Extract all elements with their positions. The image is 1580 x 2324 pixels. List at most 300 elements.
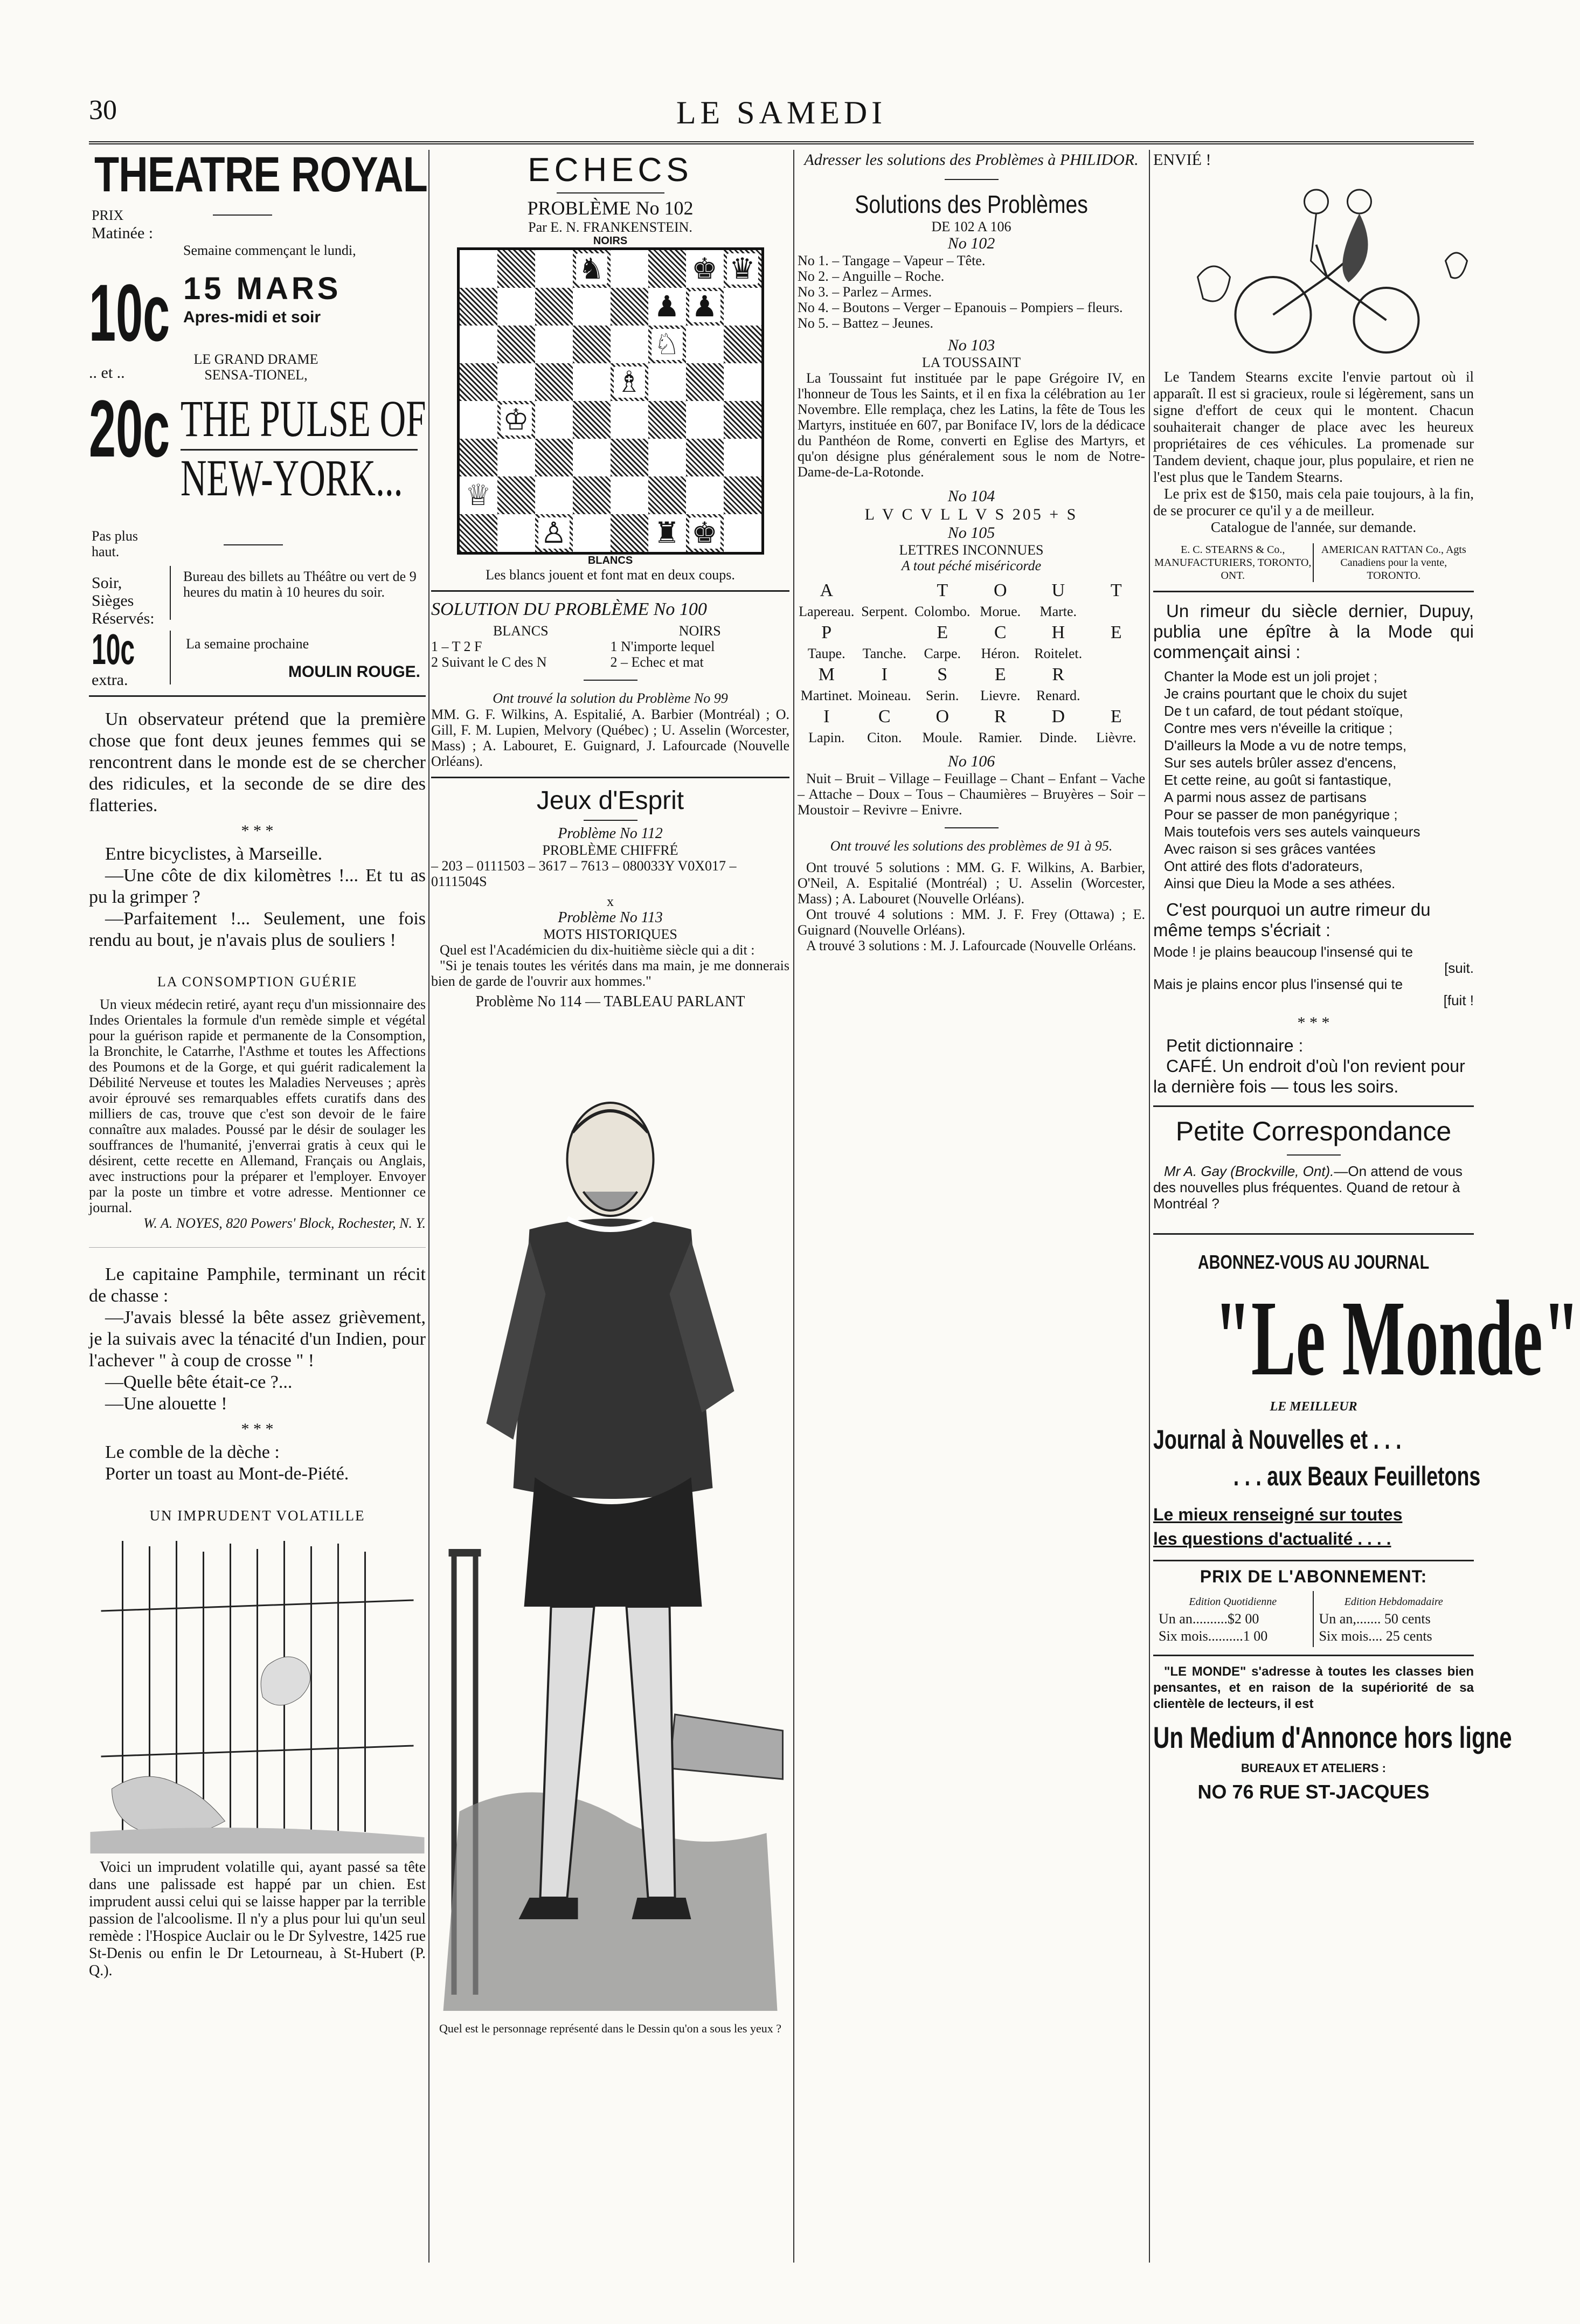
chess-square xyxy=(535,476,573,514)
stars-separator: * * * xyxy=(1297,1014,1330,1032)
abonnement-table xyxy=(1153,1591,1474,1647)
chess-piece-icon: ♗ xyxy=(614,366,645,398)
chess-square xyxy=(497,476,535,514)
problem-number: No 105 xyxy=(947,524,995,542)
solution-header-noirs: NOIRS xyxy=(678,623,721,639)
header-rule xyxy=(89,141,1474,144)
chess-piece-icon: ♕ xyxy=(463,480,494,511)
edition-label: Edition Hebdomadaire xyxy=(1344,1596,1443,1608)
lettres-cell: C xyxy=(878,707,891,727)
lettres-cell: Ramier. xyxy=(978,730,1023,745)
column-rule xyxy=(428,150,429,2263)
chess-piece-icon: ♟ xyxy=(689,291,720,322)
chess-square xyxy=(497,326,535,363)
lettres-cell: E xyxy=(994,665,1006,684)
price-10c: 10c xyxy=(89,267,170,358)
apres-text: Apres-midi et soir xyxy=(183,308,321,326)
solution-title: SOLUTION DU PROBLÈME No 100 xyxy=(431,599,707,619)
chess-square xyxy=(611,439,648,476)
mots-quote: "Si je tenais toutes les vérités dans ma main, je me donnerais bien de garde de l'ouvrir aux hommes." xyxy=(431,958,789,989)
lettres-cell: R xyxy=(994,707,1007,727)
chess-square xyxy=(724,250,761,288)
problem-title: Problème No 112 xyxy=(558,825,663,842)
lettres-cell: Serpent. xyxy=(861,604,908,619)
semaine-prochaine-text: La semaine prochaine xyxy=(186,636,309,652)
chess-square xyxy=(497,250,535,288)
tandem-text: Le Tandem Stearns excite l'envie partout où il apparaît. Il est si gracieux, roule si légèrement, sans un signe d'effort de ceux qui le montent. Chacun souhaiterait changer de place avec les heureux propriétaires de ces véhicules. La promenade sur Tandem devient, chaque jour, plus populaire, et rien ne l'est plus que le Tandem Stearns. xyxy=(1153,369,1474,485)
chess-square xyxy=(460,288,497,326)
lettres-cell: Morue. xyxy=(980,604,1021,619)
chess-square xyxy=(460,514,497,552)
lettres-cell: Taupe. xyxy=(807,646,846,661)
sieges-text: Sièges xyxy=(92,592,134,610)
solution-line: No 5. – Battez – Jeunes. xyxy=(798,315,934,331)
solutions-102-list xyxy=(798,253,1145,331)
divider xyxy=(1153,1655,1474,1656)
paragraph: —Une côte de dix kilomètres !... Et tu as pu la grimper ? xyxy=(89,866,426,907)
divider xyxy=(584,820,637,821)
paragraph: —Quelle bête était-ce ?... xyxy=(105,1372,293,1392)
problem-number: No 104 xyxy=(947,487,995,505)
hebdomadaire-col xyxy=(1314,1591,1474,1647)
paragraph: Le capitaine Pamphile, terminant un récit de chasse : xyxy=(89,1264,426,1306)
paragraph: —Une alouette ! xyxy=(105,1394,227,1414)
divider xyxy=(1153,1560,1474,1561)
lettres-cell xyxy=(856,579,914,603)
lettres-cell xyxy=(1087,663,1146,687)
lettres-cell: I xyxy=(823,707,830,727)
chess-square xyxy=(648,439,686,476)
portrait-caption: Quel est le personnage représenté dans le Dessin qu'on a sous les yeux ? xyxy=(439,2022,782,2035)
chess-square xyxy=(611,363,648,401)
chess-square xyxy=(535,363,573,401)
chess-square xyxy=(611,401,648,439)
chess-square xyxy=(535,439,573,476)
lettres-cell: O xyxy=(935,707,950,727)
section-title: LA CONSOMPTION GUÉRIE xyxy=(157,974,358,990)
problem-subtitle: MOTS HISTORIQUES xyxy=(543,926,677,942)
poem-line: De t un cafard, de tout pédant stoïque, xyxy=(1164,703,1403,719)
lettres-cell: R xyxy=(1052,665,1065,684)
lettres-row xyxy=(798,687,1145,705)
lettres-cell: Marte. xyxy=(1040,604,1077,619)
chess-square xyxy=(686,363,724,401)
lettres-cell: A xyxy=(820,580,834,600)
jeux-title: Jeux d'Esprit xyxy=(536,786,684,815)
section-title: LA TOUSSAINT xyxy=(921,355,1021,370)
lettres-row xyxy=(798,729,1145,747)
chess-square xyxy=(686,476,724,514)
mode-line-end: [fuit ! xyxy=(1443,992,1474,1008)
lettres-row xyxy=(798,621,1145,645)
chess-square xyxy=(573,476,611,514)
solutions-range: DE 102 A 106 xyxy=(931,219,1011,234)
semaine-text: Semaine commençant le lundi, xyxy=(183,243,356,258)
column-rule xyxy=(793,150,794,2263)
chess-square xyxy=(573,514,611,552)
prix-label: PRIX xyxy=(92,208,124,223)
lettres-cell: E xyxy=(937,622,948,642)
divider xyxy=(945,179,999,180)
date-text: 15 MARS xyxy=(183,271,342,306)
chess-square xyxy=(573,439,611,476)
chess-piece-icon: ♞ xyxy=(576,253,607,285)
column-rule xyxy=(1149,150,1150,2263)
lucullus-text: L V C V L L V S 205 + S xyxy=(864,506,1078,523)
divider xyxy=(1287,1154,1341,1156)
edition-label: Edition Quotidienne xyxy=(1189,1596,1277,1608)
chess-square xyxy=(573,250,611,288)
lettres-cell: Roitelet. xyxy=(1034,646,1083,661)
column-1 xyxy=(89,147,428,2264)
s106-text: Nuit – Bruit – Village – Feuillage – Chant – Enfant – Vache – Attache – Doux – Tous – Chaumières – Bruyères – Soir – Moustoir – Revivre – Enivre. xyxy=(798,771,1145,818)
divider xyxy=(170,566,171,620)
chess-square xyxy=(686,250,724,288)
lettres-cell xyxy=(1087,645,1146,663)
solution-move: 2 – Echec et mat xyxy=(610,654,704,670)
lettres-cell: Héron. xyxy=(981,646,1020,661)
chess-square xyxy=(686,514,724,552)
abonnez-title: ABONNEZ-VOUS AU JOURNAL xyxy=(1197,1251,1430,1273)
column-2 xyxy=(431,151,789,2264)
probleme-author: Par E. N. FRANKENSTEIN. xyxy=(528,219,692,235)
solution-line: No 4. – Boutons – Verger – Epanouis – Pompiers – fleurs. xyxy=(798,300,1123,315)
prix-abonnement-title: PRIX DE L'ABONNEMENT: xyxy=(1200,1567,1427,1586)
lettres-cell: Colombo. xyxy=(914,604,971,619)
chess-square xyxy=(573,401,611,439)
paragraph: Entre bicyclistes, à Marseille. xyxy=(105,844,323,864)
gay-message: —On attend de vous des nouvelles plus fréquentes. Quand de retour à Montréal ? xyxy=(1153,1163,1463,1212)
poem-line: Contre mes vers n'éveille la critique ; xyxy=(1164,720,1393,736)
price-20c: 20c xyxy=(89,383,170,474)
moulin-rouge-text: MOULIN ROUGE. xyxy=(288,663,420,681)
chess-square xyxy=(648,326,686,363)
lettres-cell: P xyxy=(821,622,832,642)
catalogue-text: Catalogue de l'année, sur demande. xyxy=(1210,519,1417,535)
poem-line: Je crains pourtant que le choix du sujet xyxy=(1164,686,1407,702)
poem-line: Avec raison si ses grâces vantées xyxy=(1164,841,1376,857)
lettres-cell: Citon. xyxy=(867,730,902,745)
divider xyxy=(584,680,637,681)
chess-square xyxy=(648,401,686,439)
lettres-row xyxy=(798,705,1145,729)
lettres-cell: Moineau. xyxy=(857,688,911,703)
volatile-illustration xyxy=(89,1530,426,1853)
lettres-cell xyxy=(1087,603,1146,621)
lettres-cell: O xyxy=(993,580,1007,600)
lettres-cell: Carpe. xyxy=(924,646,961,661)
solution-move: 1 – T 2 F xyxy=(431,639,482,654)
petite-correspondance-title: Petite Correspondance xyxy=(1175,1116,1452,1146)
lettres-cell xyxy=(1087,687,1146,705)
trouve-text: Ont trouvé 4 solutions : MM. J. F. Frey (Ottawa) ; E. Guignard (Nouvelle Orléans). xyxy=(798,907,1145,938)
lettres-cell: Tanche. xyxy=(862,646,906,661)
gay-name: Mr A. Gay (Brockville, Ont). xyxy=(1164,1163,1334,1179)
chess-square xyxy=(573,288,611,326)
lettres-row xyxy=(798,579,1145,603)
renseigne-text: Le mieux renseigné sur toutes xyxy=(1153,1505,1403,1524)
chess-square xyxy=(497,363,535,401)
chess-square xyxy=(535,326,573,363)
meilleur-text: LE MEILLEUR xyxy=(1270,1400,1357,1414)
chess-square xyxy=(535,514,573,552)
gay-text xyxy=(1153,1163,1474,1212)
chess-square xyxy=(724,514,761,552)
page-header xyxy=(89,94,1474,137)
chess-square xyxy=(460,401,497,439)
stars-separator: * * * xyxy=(241,822,274,840)
chess-square xyxy=(460,250,497,288)
lettres-cell: M xyxy=(818,665,835,684)
trouve-text: Ont trouvé 5 solutions : MM. G. F. Wilkins, A. Barbier, O'Neil, A. Espitalié (Montréal) ; U. Asselin (Worcester, Mass) ; A. Labouret (Nouvelle Orléans). xyxy=(798,860,1145,907)
poem-line: A parmi nous assez de partisans xyxy=(1164,789,1367,805)
lettres-cell: Serin. xyxy=(926,688,959,703)
chess-square xyxy=(535,401,573,439)
chess-piece-icon: ♘ xyxy=(652,329,683,360)
soir-text: Soir, xyxy=(92,574,122,592)
divider xyxy=(945,827,999,828)
soir-label xyxy=(92,574,155,627)
chess-piece-icon: ♟ xyxy=(652,291,683,322)
echecs-title: ECHECS xyxy=(528,151,693,189)
signature: W. A. NOYES, 820 Powers' Block, Rochester, N. Y. xyxy=(143,1215,426,1231)
rattan-text: AMERICAN RATTAN Co., Agts Canadiens pour la vente, TORONTO. xyxy=(1321,544,1466,582)
trouve-title: Ont trouvé les solutions des problèmes de 91 à 95. xyxy=(830,838,1113,854)
divider xyxy=(224,544,283,545)
adresse-text: "LE MONDE" s'adresse à toutes les classes bien pensantes, et en raison de la supériorité de sa clientèle de lecteurs, il est xyxy=(1153,1664,1474,1711)
chess-piece-icon: ♚ xyxy=(689,517,720,549)
chess-square xyxy=(535,250,573,288)
problem-subtitle: PROBLÈME CHIFFRÉ xyxy=(542,842,678,858)
poem-line: Pour se passer de mon panégyrique ; xyxy=(1164,806,1398,822)
lettres-cell: Moule. xyxy=(922,730,962,745)
lettres-cell: Lièvre. xyxy=(1096,730,1137,745)
problem-number: No 106 xyxy=(947,752,995,770)
divider xyxy=(170,631,171,684)
paragraph: —Parfaitement !... Seulement, une fois rendu au bout, je n'avais plus de souliers ! xyxy=(89,909,426,950)
stars-separator: * * * xyxy=(241,1420,274,1438)
section-title: LETTRES INCONNUES xyxy=(899,542,1044,558)
problem-number: No 103 xyxy=(947,336,995,354)
stearns-text: E. C. STEARNS & Co., MANUFACTURIERS, TORONTO, ONT. xyxy=(1153,543,1314,582)
journal-text: Journal à Nouvelles et . . . xyxy=(1153,1424,1402,1455)
lettres-cell: H xyxy=(1051,622,1065,642)
chess-square xyxy=(535,288,573,326)
lettres-cell: Lapin. xyxy=(808,730,845,745)
extra-text: extra. xyxy=(92,671,128,689)
solution-line: No 2. – Anguille – Roche. xyxy=(798,268,945,284)
chess-square xyxy=(460,476,497,514)
lettres-cell: E xyxy=(1110,707,1122,727)
paragraph: Porter un toast au Mont-de-Piété. xyxy=(105,1464,349,1484)
chess-square xyxy=(724,288,761,326)
chess-square xyxy=(686,288,724,326)
lettres-cell: Dinde. xyxy=(1039,730,1077,745)
trouve-text: MM. G. F. Wilkins, A. Espitalié, A. Barbier (Montréal) ; O. Gill, F. M. Lupien, Melvory (Québec) ; U. Asselin (Worcester, Mass) ; A. Labouret, E. Guignard, J. Lafourcade (Nouvelle Orléans). xyxy=(431,707,789,769)
mode-line: Mode ! je plains beaucoup l'insensé qui te xyxy=(1153,944,1413,960)
trouve-title: Ont trouvé la solution du Problème No 99 xyxy=(493,690,728,706)
lettres-cell: E xyxy=(1110,622,1122,642)
lettres-cell: C xyxy=(994,622,1007,642)
divider xyxy=(431,590,789,592)
solution-move: 1 N'importe lequel xyxy=(610,639,715,654)
chess-square xyxy=(497,401,535,439)
chess-square xyxy=(611,288,648,326)
reserves-text: Réservés: xyxy=(92,610,155,627)
lettres-grid xyxy=(798,579,1145,747)
chess-square xyxy=(573,326,611,363)
chess-square xyxy=(648,476,686,514)
price-row: Un an,....... 50 cents xyxy=(1319,1611,1431,1627)
prix-text: Le prix est de $150, mais cela paie toujours, à la fin, de se procurer ce qu'il y a de meilleur. xyxy=(1153,486,1474,518)
chess-square xyxy=(724,439,761,476)
divider xyxy=(181,449,418,451)
divider xyxy=(431,777,789,778)
poem-line: D'ailleurs la Mode a vu de notre temps, xyxy=(1164,737,1407,753)
tout-peche-text: A tout péché miséricorde xyxy=(901,558,1042,573)
chess-square xyxy=(497,288,535,326)
et-text: .. et .. xyxy=(89,364,125,382)
chess-square xyxy=(497,514,535,552)
lettres-cell: Lievre. xyxy=(980,688,1021,703)
tableau-title: Problème No 114 — TABLEAU PARLANT xyxy=(475,993,745,1010)
play-title-line1: THE PULSE OF xyxy=(181,390,426,447)
quotidienne-col xyxy=(1153,1591,1314,1647)
paragraph: Voici un imprudent volatille qui, ayant passé sa tête dans une palissade est happé par un chien. Est imprudent aussi celui qui se laisse happer par la terrible passion de l'alcoolisme. Il n'y a plus pour lui qu'un seul remède : l'Hospice Auclair ou le Dr Sylvestre, 1425 rue St-Denis ou enfin le Dr Letourneau, à St-Hubert (P. Q.). xyxy=(89,1859,426,1979)
probleme-instructions: Les blancs jouent et font mat en deux coups. xyxy=(486,567,735,583)
poem-line: Ont attiré des flots d'adorateurs, xyxy=(1164,858,1363,874)
chess-square xyxy=(611,326,648,363)
cafe-text: CAFÉ. Un endroit d'où l'on revient pour la dernière fois — tous les soirs. xyxy=(1153,1056,1465,1096)
poem xyxy=(1164,668,1474,892)
play-title-line2: NEW-YORK... xyxy=(181,449,403,507)
chess-square xyxy=(686,439,724,476)
divider xyxy=(557,192,664,193)
chess-square xyxy=(497,439,535,476)
poem-line: Chanter la Mode est un joli projet ; xyxy=(1164,668,1377,684)
le-monde-logo: "Le Monde" xyxy=(1214,1279,1580,1398)
medium-text: Un Medium d'Annonce hors ligne xyxy=(1153,1720,1512,1754)
lettres-cell xyxy=(856,621,914,645)
theatre-ad xyxy=(89,147,428,697)
chess-piece-icon: ♛ xyxy=(727,253,758,285)
divider xyxy=(1153,1105,1474,1107)
paragraph: Un vieux médecin retiré, ayant reçu d'un missionnaire des Indes Orientales la formule d'un remède simple et végétal pour la guérison rapide et permanente de la Consomption, la Bronchite, le Catarrhe, l'Asthme et toutes les Affections des Poumons et de la Gorge, et qui guérit radicalement la Débilité Nerveuse et toutes les Maladies Nerveuses ; après avoir éprouvé ses remarquables effets curatifs dans des milliers de cas, trouve que c'est son devoir de le faire connaître aux malades. Poussé par le désir de soulager les souffrances de l'humanité, j'enverrai gratis à ceux qui le désirent, cette recette en Allemand, Français ou Anglais, avec instructions pour la préparer et l'employer. Envoyer par la poste un timbre et votre adresse. Mentionner ce journal. xyxy=(89,997,426,1215)
blancs-label: BLANCS xyxy=(587,555,633,566)
column-3 xyxy=(798,151,1145,2264)
pas-plus-text: Pas plus haut. xyxy=(92,528,138,559)
chess-square xyxy=(460,363,497,401)
mode-line: Mais je plains encor plus l'insensé qui te xyxy=(1153,976,1403,992)
chess-square xyxy=(724,363,761,401)
divider xyxy=(213,215,272,216)
price-row: Un an..........$2 00 xyxy=(1159,1611,1259,1627)
chess-square xyxy=(611,250,648,288)
lettres-cell: Martinet. xyxy=(800,688,853,703)
solution-line: No 3. – Parlez – Armes. xyxy=(798,284,932,300)
price-row: Six mois.... 25 cents xyxy=(1319,1628,1432,1644)
chess-square xyxy=(648,288,686,326)
bureau-text: Bureau des billets au Théâtre ou vert de 9 heures du matin à 10 heures du soir. xyxy=(183,569,417,600)
mode-line-end: [suit. xyxy=(1444,960,1474,976)
autre-text: C'est pourquoi un autre rimeur du même temps s'écriait : xyxy=(1153,900,1431,940)
chiffre-text: – 203 – 0111503 – 3617 – 7613 – 080033Y V0X017 – 0111504S xyxy=(431,858,737,889)
chess-piece-icon: ♙ xyxy=(538,517,570,549)
feuilletons-text: . . . aux Beaux Feuilletons xyxy=(1233,1461,1481,1491)
x-separator: x xyxy=(607,894,614,909)
mode-lines xyxy=(1153,944,1474,1008)
lettres-cell: Lapereau. xyxy=(799,604,855,619)
theatre-title: THEATRE ROYAL xyxy=(94,147,428,202)
chess-piece-icon: ♚ xyxy=(689,253,720,285)
divider xyxy=(89,1247,426,1248)
chess-square xyxy=(573,363,611,401)
matinee-label: Matinée : xyxy=(92,224,154,242)
mots-text: Quel est l'Académicien du dix-huitième siècle qui a dit : xyxy=(440,942,755,958)
chess-piece-icon: ♜ xyxy=(652,517,683,549)
paragraph: Un observateur prétend que la première chose que font deux jeunes femmes qui se rencontrent dans le monde est de se chercher des ridicules, et la seconde de se dire des flatteries. xyxy=(89,709,426,815)
grand-drame-text: LE GRAND DRAME SENSA-TIONEL, xyxy=(193,351,318,383)
column-4 xyxy=(1153,151,1580,2264)
problem-title: Problème No 113 xyxy=(558,909,663,926)
lettres-row xyxy=(798,645,1145,663)
section-title: UN IMPRUDENT VOLATILLE xyxy=(149,1507,365,1524)
chess-square xyxy=(460,439,497,476)
chess-square xyxy=(648,250,686,288)
price-10c-extra: 10c xyxy=(92,625,135,673)
chess-square xyxy=(724,326,761,363)
probleme-number: PROBLÈME No 102 xyxy=(527,197,694,219)
chess-piece-icon: ♔ xyxy=(501,404,532,435)
lettres-cell: S xyxy=(937,665,948,684)
renseigne-text: les questions d'actualité . . . . xyxy=(1153,1529,1391,1548)
lettres-cell: D xyxy=(1051,707,1065,727)
stearns-table xyxy=(1153,543,1474,582)
chess-square xyxy=(648,514,686,552)
toussaint-text: La Toussaint fut instituée par le pape Grégoire IV, en l'honneur de Tous les Saints, et il en fixa la célébration au 1er Novembre. Elle remplaça, chez les Latins, la fête de Tous les Martyrs, instituée en 607, par Boniface IV, lors de la dédicace du Panthéon de Rome, converti en Eglise des Martyrs, et qu'on désigne plus généralement sous le nom de Notre-Dame-de-La-Rotonde. xyxy=(798,370,1145,480)
adresser-text: Adresser les solutions des Problèmes à PHILIDOR. xyxy=(804,151,1139,169)
chess-square xyxy=(611,514,648,552)
lettres-cell: I xyxy=(881,665,888,684)
problem-number: No 102 xyxy=(947,234,995,252)
poem-line: Mais toutefois vers ses autels vainqueurs xyxy=(1164,824,1420,840)
divider xyxy=(1153,591,1474,592)
page-number: 30 xyxy=(89,95,117,126)
envie-title: ENVIÉ ! xyxy=(1153,151,1211,169)
chess-square xyxy=(686,326,724,363)
paragraph: —J'avais blessé la bête assez grièvement, je la suivais avec la ténacité d'un Indien, pour l'achever " à coup de crosse " ! xyxy=(89,1308,426,1371)
chess-square xyxy=(648,363,686,401)
trouve-text: A trouvé 3 solutions : M. J. Lafourcade (Nouvelle Orléans. xyxy=(806,938,1137,953)
solution-move: 2 Suivant le C des N xyxy=(431,654,547,670)
poem-line: Et cette reine, au goût si fantastique, xyxy=(1164,772,1392,788)
lettres-cell: U xyxy=(1051,580,1065,600)
rue-text: NO 76 RUE ST-JACQUES xyxy=(1197,1781,1430,1803)
solution-line: No 1. – Tangage – Vapeur – Tête. xyxy=(798,253,986,268)
lettres-cell: Renard. xyxy=(1036,688,1080,703)
chess-square xyxy=(724,476,761,514)
dico-text: Petit dictionnaire : xyxy=(1166,1036,1304,1055)
newspaper-title: LE SAMEDI xyxy=(676,95,887,130)
poem-line: Sur ses autels brûler assez d'encens, xyxy=(1164,755,1397,771)
lettres-cell: T xyxy=(1110,580,1122,600)
lettres-row xyxy=(798,663,1145,687)
divider xyxy=(1153,1233,1474,1235)
lettres-cell: T xyxy=(937,580,948,600)
lettres-row xyxy=(798,603,1145,621)
solutions-title: Solutions des Problèmes xyxy=(855,190,1088,218)
tandem-illustration xyxy=(1153,169,1474,369)
